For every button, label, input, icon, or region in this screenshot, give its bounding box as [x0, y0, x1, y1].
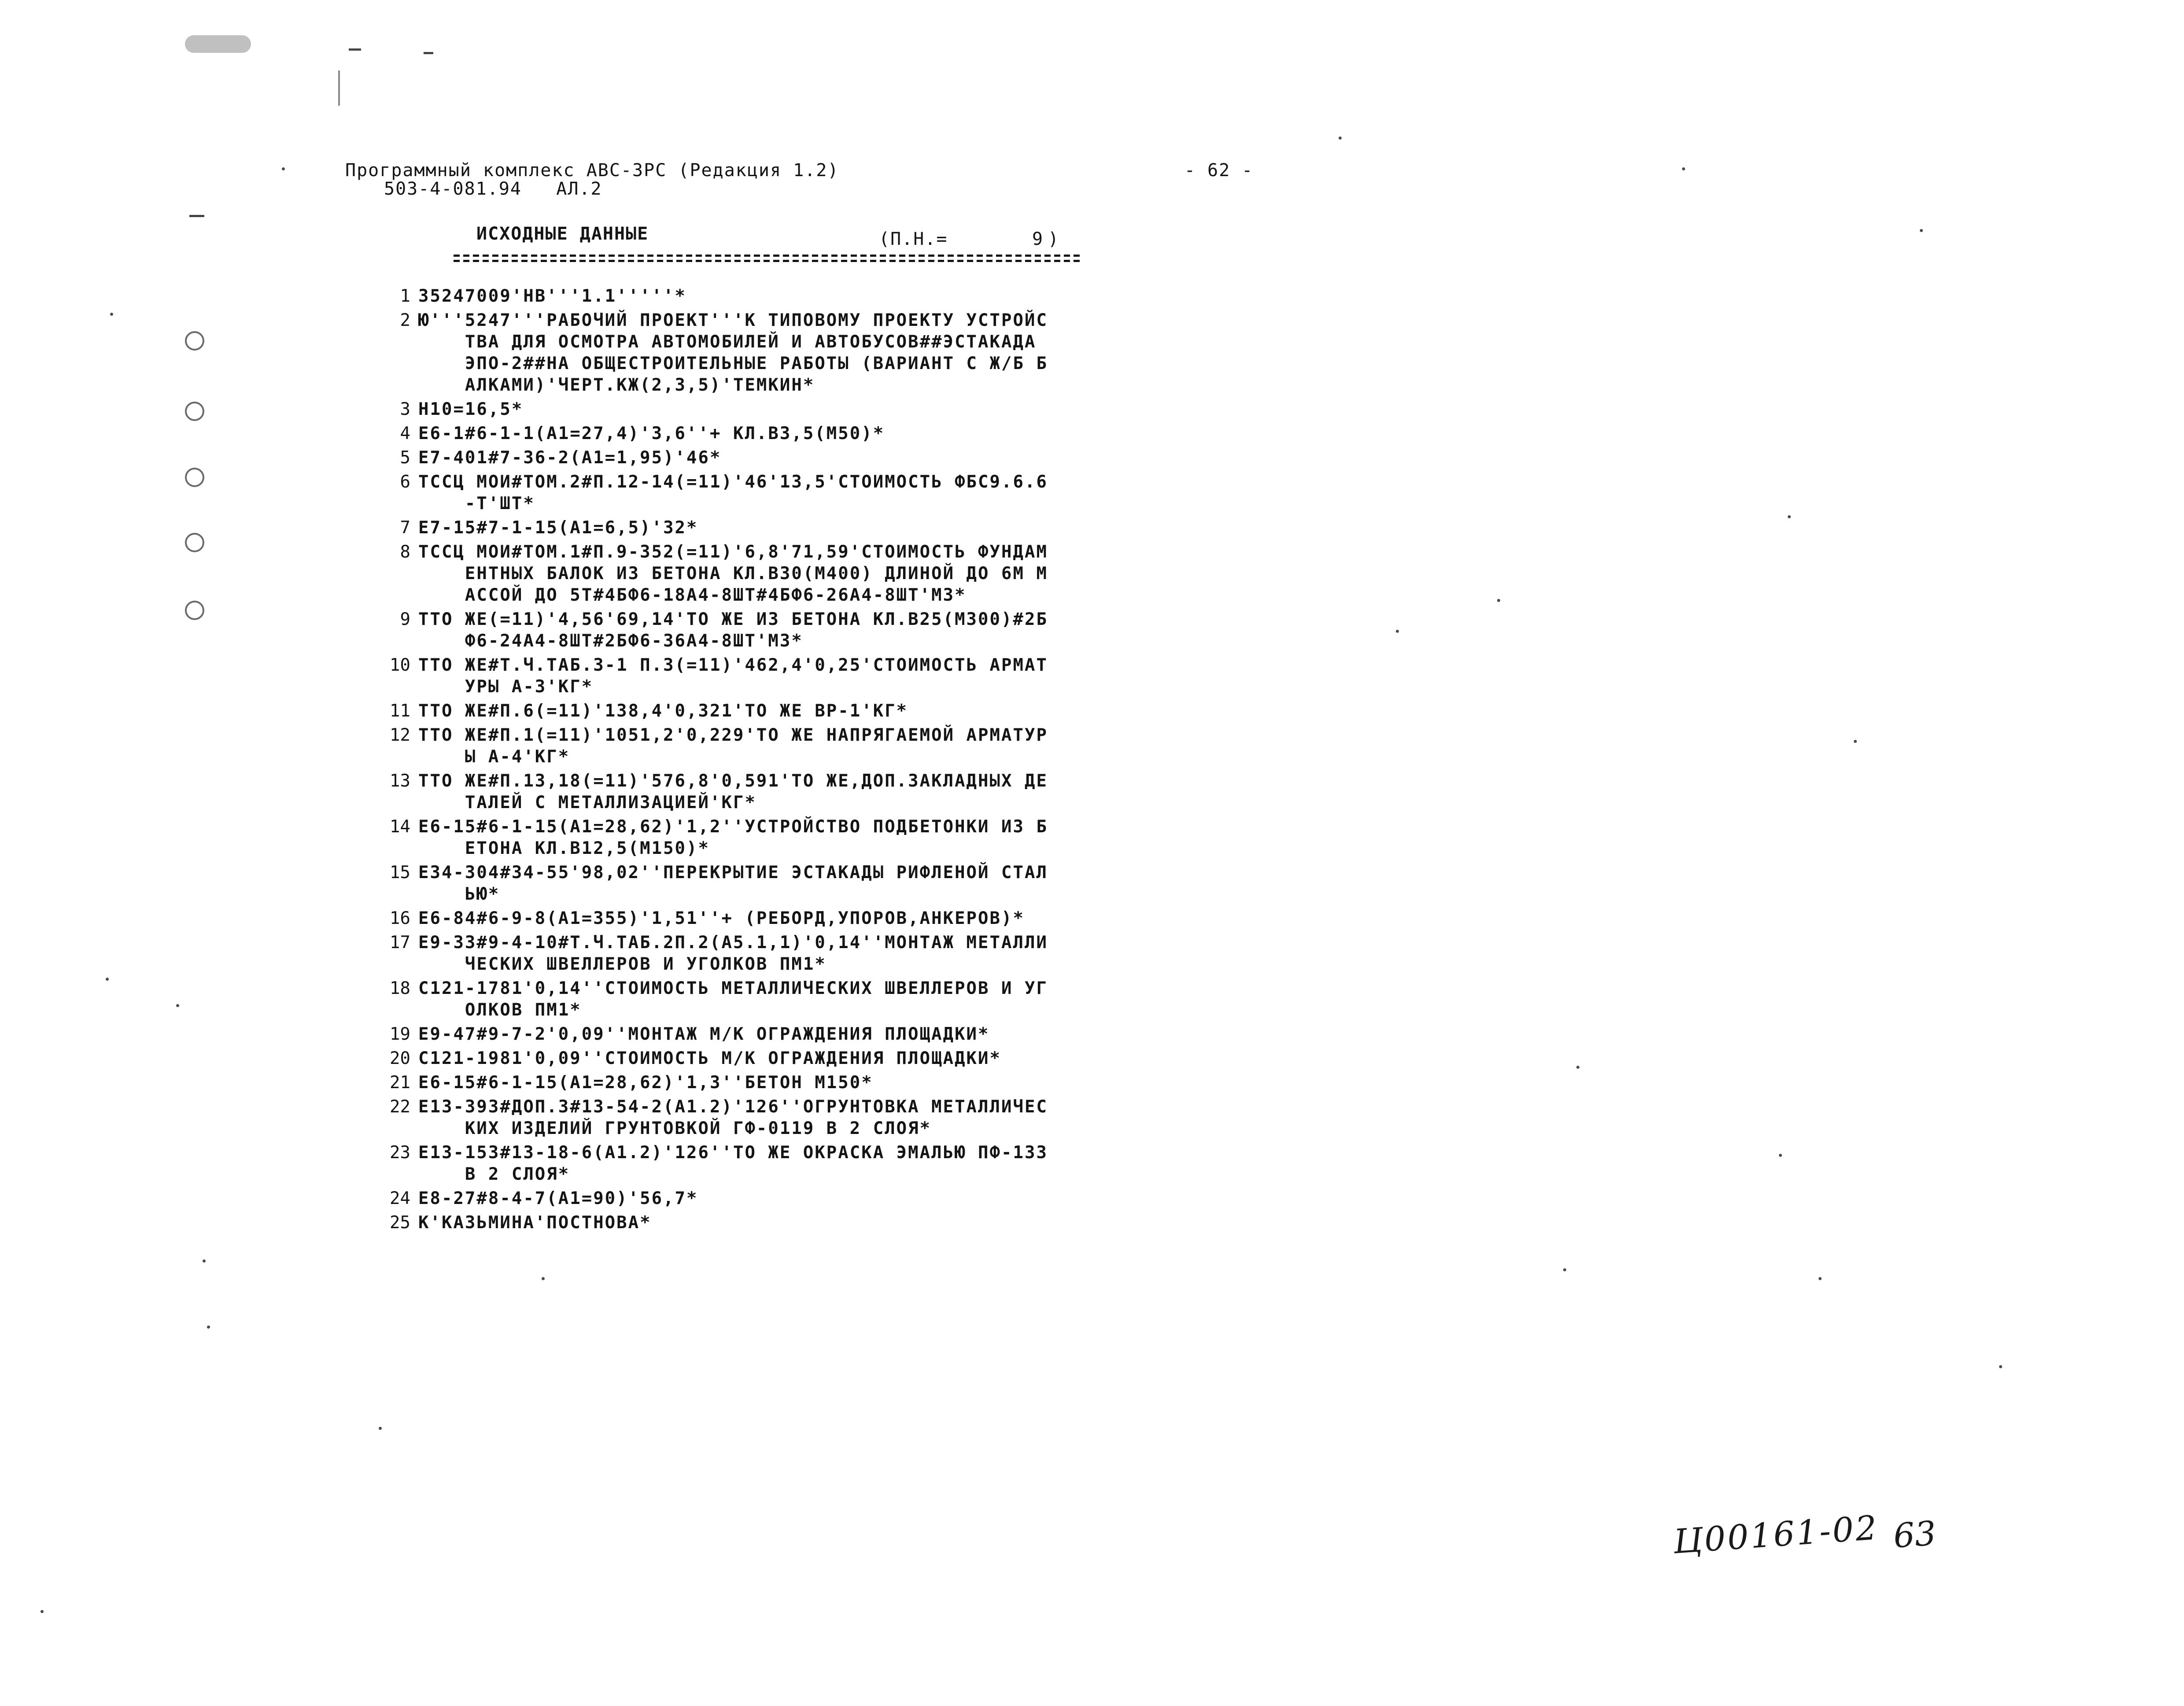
data-lines [387, 285, 1162, 1236]
line-text: Е13-153#13-18-6(А1.2)'126''ТО ЖЕ ОКРАСКА ЭМАЛЬЮ ПФ-133 В 2 СЛОЯ* [418, 1143, 1048, 1184]
line-text: Е6-15#6-1-15(А1=28,62)'1,3''БЕТОН М150* [418, 1073, 873, 1093]
line-text: ТТО ЖЕ#Т.Ч.ТАБ.3-1 П.3(=11)'462,4'0,25'СТОИМОСТЬ АРМАТ УРЫ А-3'КГ* [418, 655, 1048, 697]
line-text: ТТО ЖЕ(=11)'4,56'69,14'ТО ЖЕ ИЗ БЕТОНА КЛ.В25(М300)#2Б Ф6-24А4-8ШТ#2БФ6-36А4-8ШТ'М3* [418, 609, 1048, 651]
line-text: Ю'''5247'''РАБОЧИЙ ПРОЕКТ'''К ТИПОВОМУ ПРОЕКТУ УСТРОЙС ТВА ДЛЯ ОСМОТРА АВТОМОБИЛЕЙ И АВТОБУСОВ##ЭСТАКАДА ЭПО-2##НА ОБЩЕСТРОИТЕЛЬНЫЕ РАБОТЫ (ВАРИАНТ С Ж/Б Б АЛКАМИ)'ЧЕРТ.КЖ(2,3,5)'ТЕМКИН* [418, 310, 1048, 395]
scan-speck [1576, 1066, 1579, 1069]
data-line [387, 862, 1162, 905]
double-rule [454, 255, 1083, 264]
data-line [387, 1188, 1162, 1209]
data-line [387, 609, 1162, 652]
scan-speck [542, 1277, 545, 1280]
line-number: 7 [400, 518, 410, 538]
document-code: 503-4-081.94 АЛ.2 [384, 179, 602, 199]
line-number: 2 [400, 310, 410, 330]
line-number: 8 [400, 542, 410, 562]
sheet-close: ) [1048, 229, 1060, 249]
line-text: С121-1781'0,14''СТОИМОСТЬ МЕТАЛЛИЧЕСКИХ ШВЕЛЛЕРОВ И УГ ОЛКОВ ПМ1* [418, 979, 1048, 1020]
line-number: 22 [390, 1097, 410, 1117]
line-text: 35247009'НВ'''1.1'''''* [418, 286, 687, 306]
data-line [387, 770, 1162, 813]
data-line [387, 724, 1162, 768]
scan-speck [1497, 599, 1500, 602]
line-number: 19 [390, 1024, 410, 1044]
data-line [387, 978, 1162, 1021]
line-number: 20 [390, 1049, 410, 1068]
punch-hole [185, 601, 204, 620]
punch-hole [185, 331, 204, 351]
sheet-label: (П.Н.= [879, 229, 948, 249]
line-text: Е6-1#6-1-1(А1=27,4)'3,6''+ КЛ.В3,5(М50)* [418, 424, 885, 443]
scan-speck [1563, 1268, 1566, 1271]
line-text: Е13-393#ДОП.3#13-54-2(А1.2)'126''ОГРУНТОВКА МЕТАЛЛИЧЕС КИХ ИЗДЕЛИЙ ГРУНТОВКОЙ ГФ-0119 В 2 СЛОЯ* [418, 1097, 1048, 1138]
line-number: 16 [390, 908, 410, 928]
line-text: Е7-401#7-36-2(А1=1,95)'46* [418, 448, 722, 468]
data-line [387, 447, 1162, 469]
line-number: 10 [390, 655, 410, 675]
scan-speck [41, 1610, 44, 1613]
line-text: Е7-15#7-1-15(А1=6,5)'32* [418, 518, 698, 538]
data-line [387, 1142, 1162, 1185]
data-line [387, 1212, 1162, 1233]
line-number: 11 [390, 701, 410, 721]
line-number: 4 [400, 424, 410, 443]
line-text: ТССЦ МОИ#ТОМ.1#П.9-352(=11)'6,8'71,59'СТОИМОСТЬ ФУНДАМ ЕНТНЫХ БАЛОК ИЗ БЕТОНА КЛ.В30(М400) ДЛИНОЙ ДО 6М М АССОЙ ДО 5Т#4БФ6-18А4-8ШТ#4БФ6-26А4-8ШТ'М3* [418, 542, 1048, 605]
line-number: 5 [400, 448, 410, 468]
line-number: 15 [390, 863, 410, 883]
line-text: Е6-15#6-1-15(А1=28,62)'1,2''УСТРОЙСТВО ПОДБЕТОНКИ ИЗ Б ЕТОНА КЛ.В12,5(М150)* [418, 817, 1048, 858]
scan-speck [203, 1259, 206, 1263]
line-number: 18 [390, 979, 410, 998]
line-number: 1 [400, 286, 410, 306]
page-number: - 62 - [1184, 160, 1254, 181]
line-text: ТТО ЖЕ#П.6(=11)'138,4'0,321'ТО ЖЕ ВР-1'КГ* [418, 701, 908, 721]
data-line [387, 1048, 1162, 1069]
scan-speck [207, 1326, 210, 1329]
line-number: 12 [390, 725, 410, 745]
line-text: ТТО ЖЕ#П.13,18(=11)'576,8'0,591'ТО ЖЕ,ДОП.ЗАКЛАДНЫХ ДЕ ТАЛЕЙ С МЕТАЛЛИЗАЦИЕЙ'КГ* [418, 771, 1048, 812]
data-line [387, 399, 1162, 420]
data-line [387, 310, 1162, 396]
line-text: К'КАЗЬМИНА'ПОСТНОВА* [418, 1213, 652, 1233]
line-number: 17 [390, 933, 410, 953]
handwritten-page: 63 [1892, 1513, 1937, 1556]
data-line [387, 1023, 1162, 1045]
scan-speck [1788, 515, 1791, 518]
scan-speck [1779, 1154, 1782, 1157]
line-text: Е9-33#9-4-10#Т.Ч.ТАБ.2П.2(А5.1,1)'0,14''МОНТАЖ МЕТАЛЛИ ЧЕСКИХ ШВЕЛЛЕРОВ И УГОЛКОВ ПМ1* [418, 933, 1048, 974]
punch-hole [185, 402, 204, 421]
data-line [387, 423, 1162, 444]
line-text: Е9-47#9-7-2'0,09''МОНТАЖ М/К ОГРАЖДЕНИЯ ПЛОЩАДКИ* [418, 1024, 990, 1044]
line-text: Е34-304#34-55'98,02''ПЕРЕКРЫТИЕ ЭСТАКАДЫ РИФЛЕНОЙ СТАЛ ЬЮ* [418, 863, 1048, 904]
section-title: ИСХОДНЫЕ ДАННЫЕ [476, 224, 649, 244]
sheet-number: 9 [1032, 229, 1044, 249]
scan-mark [349, 48, 361, 51]
data-line [387, 541, 1162, 606]
scan-speck [185, 35, 251, 53]
line-text: С121-1981'0,09''СТОИМОСТЬ М/К ОГРАЖДЕНИЯ ПЛОЩАДКИ* [418, 1049, 1001, 1068]
line-text: Е6-84#6-9-8(А1=355)'1,51''+ (РЕБОРД,УПОРОВ,АНКЕРОВ)* [418, 908, 1025, 928]
scan-speck [1819, 1277, 1822, 1280]
data-line [387, 700, 1162, 722]
scan-mark [424, 52, 433, 54]
scan-speck [176, 1004, 179, 1007]
line-number: 23 [390, 1143, 410, 1163]
scan-mark [189, 215, 204, 217]
line-number: 21 [390, 1073, 410, 1093]
line-number: 3 [400, 399, 410, 419]
data-line [387, 517, 1162, 539]
data-line [387, 932, 1162, 975]
line-number: 25 [390, 1213, 410, 1233]
punch-hole [185, 533, 204, 552]
data-line [387, 908, 1162, 929]
data-line [387, 471, 1162, 514]
line-text: Е8-27#8-4-7(А1=90)'56,7* [418, 1189, 698, 1208]
line-number: 13 [390, 771, 410, 791]
scan-speck [379, 1427, 382, 1430]
data-line [387, 285, 1162, 307]
line-number: 14 [390, 817, 410, 837]
scan-speck [110, 313, 113, 316]
handwritten-code: Ц00161-02 [1672, 1507, 1880, 1562]
line-number: 24 [390, 1189, 410, 1208]
scan-speck [1682, 167, 1685, 170]
line-number: 6 [400, 472, 410, 492]
scan-speck [1854, 740, 1857, 743]
data-line [387, 1072, 1162, 1093]
line-text: ТССЦ МОИ#ТОМ.2#П.12-14(=11)'46'13,5'СТОИМОСТЬ ФБС9.6.6 -Т'ШТ* [418, 472, 1048, 513]
scan-speck [282, 167, 285, 170]
data-line [387, 1096, 1162, 1139]
line-number: 9 [400, 609, 410, 629]
data-line [387, 816, 1162, 859]
line-text: Н10=16,5* [418, 399, 524, 419]
scan-speck [106, 978, 109, 981]
line-text: ТТО ЖЕ#П.1(=11)'1051,2'0,229'ТО ЖЕ НАПРЯГАЕМОЙ АРМАТУР Ы А-4'КГ* [418, 725, 1048, 767]
scan-speck [1999, 1365, 2002, 1368]
scan-speck [1920, 229, 1923, 232]
scan-speck [1339, 137, 1342, 140]
data-line [387, 654, 1162, 698]
scan-speck [1396, 630, 1399, 633]
program-title: Программный комплекс АВС-3РС (Редакция 1.2) [345, 160, 839, 181]
scan-mark [338, 70, 340, 106]
punch-hole [185, 468, 204, 487]
